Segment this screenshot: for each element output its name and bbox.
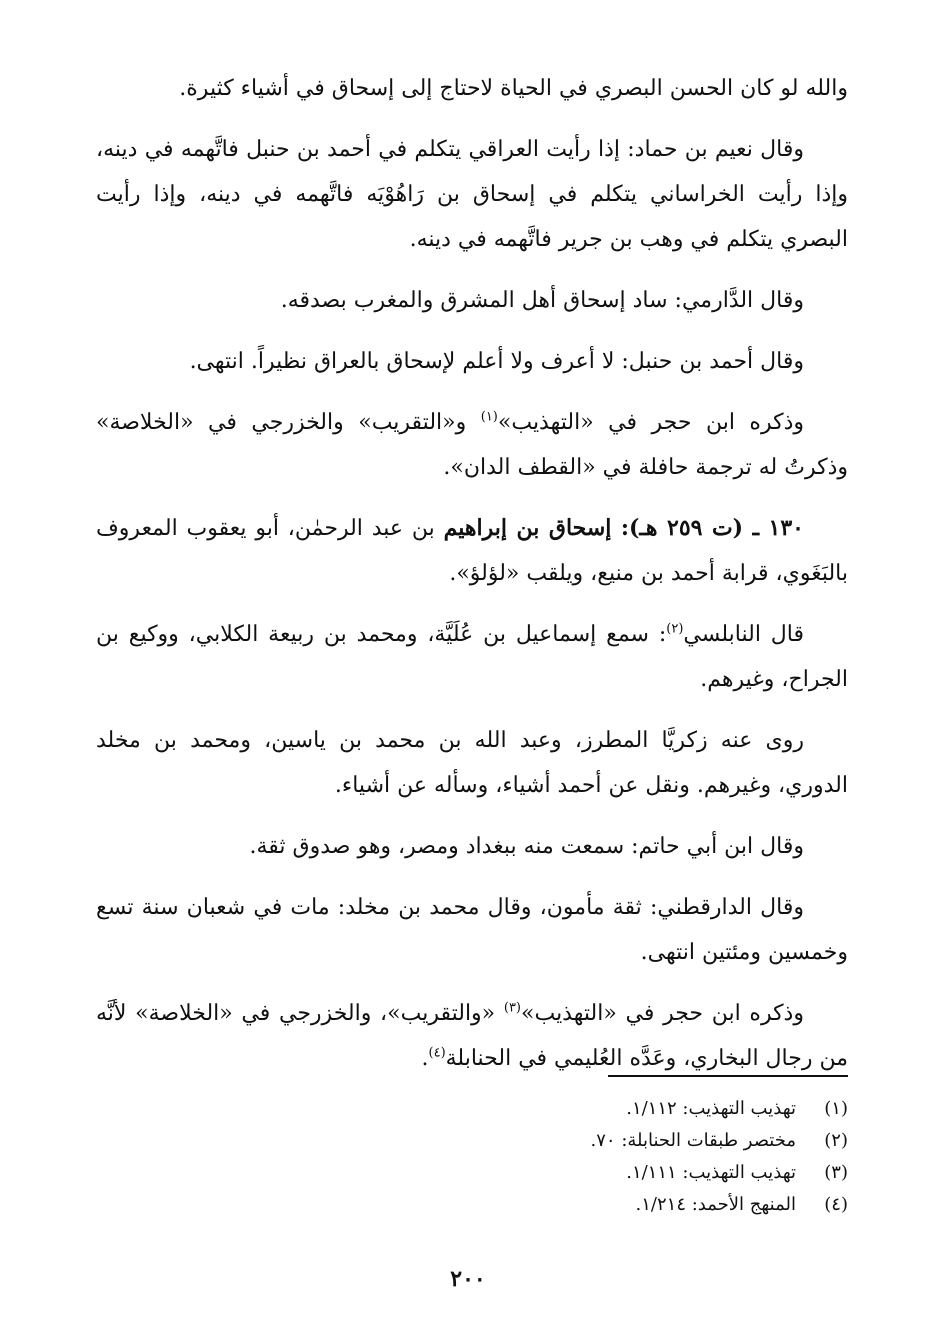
body-paragraph bbox=[96, 718, 848, 808]
body-paragraph bbox=[96, 400, 848, 490]
text-segment: وقال الدارقطني: ثقة مأمون، وقال محمد بن مخلد: مات في شعبان سنة تسع وخمسين ومئتين انتهى. bbox=[96, 895, 848, 965]
text-segment: وقال ابن أبي حاتم: سمعت منه ببغداد ومصر، وهو صدوق ثقة. bbox=[249, 834, 804, 859]
text-segment: بن عبد الرحمٰن، أبو يعقوب المعروف بالبَغَوي، قرابة أحمد بن منيع، ويلقب «لؤلؤ». bbox=[96, 516, 848, 586]
text-segment: و«التقريب» والخزرجي في «الخلاصة» وذكرتُ له ترجمة حافلة في «القطف الدان». bbox=[96, 410, 848, 480]
footnote-marker: (٢) bbox=[666, 621, 684, 637]
text-segment: والله لو كان الحسن البصري في الحياة لاحتاج إلى إسحاق في أشياء كثيرة. bbox=[179, 76, 848, 101]
footnote-text: المنهج الأحمد: ١/٢١٤. bbox=[635, 1194, 796, 1215]
body-paragraph bbox=[96, 612, 848, 702]
footnote-text: تهذيب التهذيب: ١/١١١. bbox=[626, 1162, 796, 1183]
footnote-marker: (٣) bbox=[503, 1000, 521, 1016]
text-segment: وذكره ابن حجر في «التهذيب» bbox=[497, 410, 804, 435]
text-segment: قال النابلسي bbox=[683, 622, 805, 647]
text-segment: : سمع إسماعيل بن عُلَيَّة، ومحمد بن ربيعة الكلابي، ووكيع بن الجراح، وغيرهم. bbox=[96, 622, 848, 692]
footnotes bbox=[148, 1075, 848, 1221]
footnote-number: (٣) bbox=[824, 1162, 848, 1183]
body-paragraph bbox=[96, 506, 848, 596]
body-paragraph bbox=[96, 127, 848, 262]
body-paragraph bbox=[96, 66, 848, 111]
footnote-number: (١) bbox=[824, 1098, 848, 1119]
footnote-marker: (٤) bbox=[428, 1045, 446, 1061]
page-body bbox=[96, 66, 848, 1097]
body-paragraph bbox=[96, 339, 848, 384]
text-segment: وقال أحمد بن حنبل: لا أعرف ولا أعلم لإسحاق بالعراق نظيراً. انتهى. bbox=[189, 349, 804, 374]
page-number: ٢٠٠ bbox=[450, 1266, 486, 1292]
footnote-marker: (١) bbox=[480, 409, 498, 425]
text-segment: «والتقريب»، والخزرجي في «الخلاصة» لأنَّه من رجال البخاري، وعَدَّه العُليمي في الحنابلة bbox=[96, 1001, 848, 1071]
footnote-text: مختصر طبقات الحنابلة: ٧٠. bbox=[590, 1130, 796, 1151]
footnote-text: تهذيب التهذيب: ١/١١٢. bbox=[626, 1098, 796, 1119]
text-segment: روى عنه زكريَّا المطرز، وعبد الله بن محمد بن ياسين، ومحمد بن مخلد الدوري، وغيرهم. ونقل عن أحمد أشياء، وسأله عن أشياء. bbox=[96, 728, 848, 798]
footnote-item bbox=[148, 1157, 848, 1189]
footnote-item bbox=[148, 1093, 848, 1125]
footnote-number: (٢) bbox=[824, 1130, 848, 1151]
text-segment: وقال الدَّارمي: ساد إسحاق أهل المشرق والمغرب بصدقه. bbox=[280, 288, 804, 313]
footnote-item bbox=[148, 1125, 848, 1157]
footnote-list bbox=[148, 1093, 848, 1221]
body-paragraph bbox=[96, 991, 848, 1081]
text-segment: . bbox=[421, 1046, 429, 1071]
footnote-number: (٤) bbox=[824, 1194, 848, 1215]
text-segment: ١٣٠ ـ (ت ٢٥٩ هـ): إسحاق بن إبراهيم bbox=[443, 515, 804, 541]
text-segment: وقال نعيم بن حماد: إذا رأيت العراقي يتكلم في أحمد بن حنبل فاتَّهمه في دينه، وإذا رأيت الخراساني يتكلم في إسحاق بن رَاهُوْيَه فاتَّهمه في دينه، وإذا رأيت البصري يتكلم في وهب بن جرير فاتَّهمه في دينه. bbox=[96, 137, 848, 252]
body-paragraph bbox=[96, 824, 848, 869]
text-segment: وذكره ابن حجر في «التهذيب» bbox=[521, 1001, 804, 1026]
footnote-item bbox=[148, 1189, 848, 1221]
body-paragraph bbox=[96, 278, 848, 323]
footnote-separator bbox=[608, 1075, 848, 1077]
body-paragraph bbox=[96, 885, 848, 975]
